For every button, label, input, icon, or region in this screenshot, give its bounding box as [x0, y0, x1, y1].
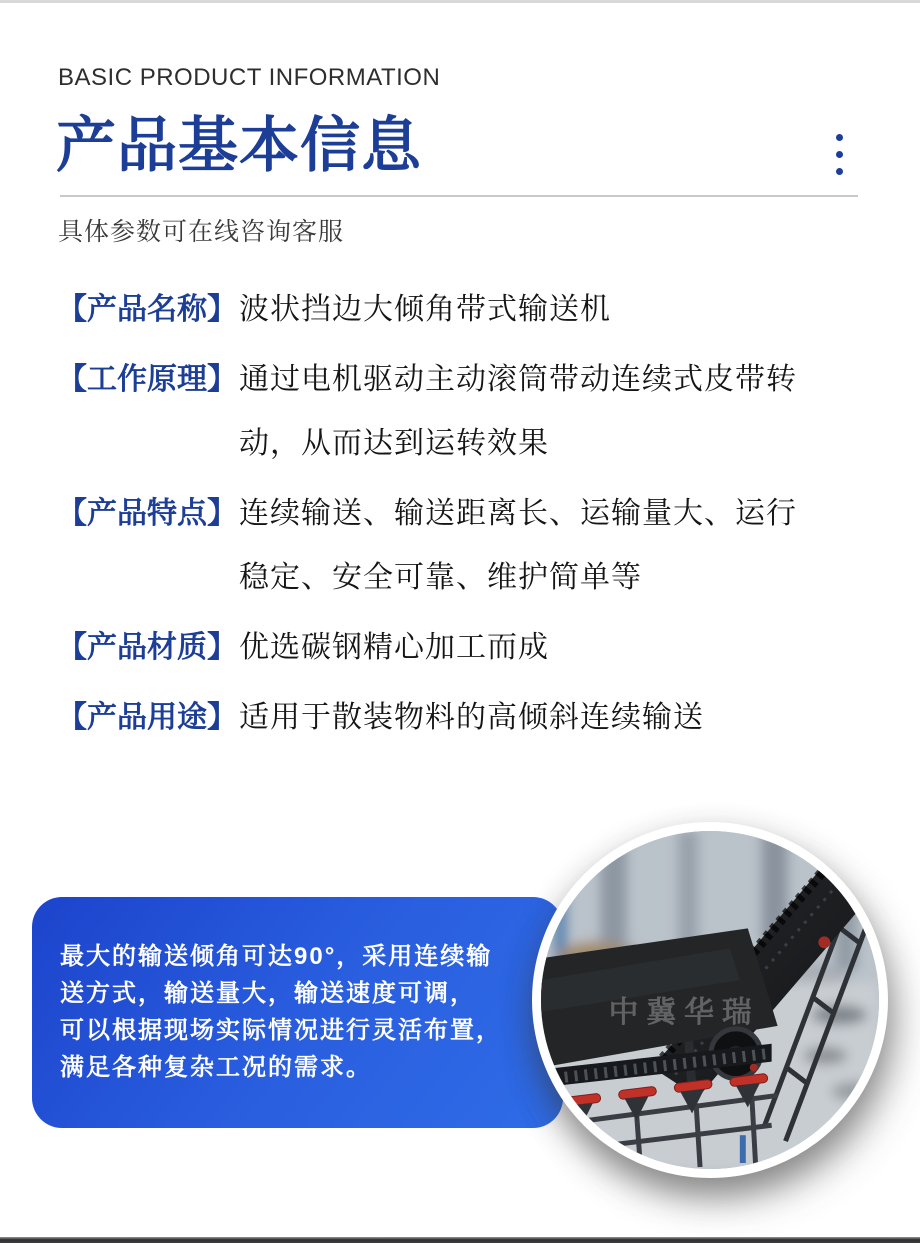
bottom-border-strip	[0, 1237, 920, 1243]
red-pulley	[836, 866, 854, 884]
spec-value: 优选碳钢精心加工而成	[239, 631, 549, 664]
spec-row-product-name	[57, 278, 887, 342]
highlight-line: 最大的输送倾角可达90°，采用连续输	[60, 943, 493, 970]
spec-row-product-features	[57, 482, 887, 610]
dot	[836, 151, 843, 158]
spec-label: 【产品名称】	[57, 293, 237, 326]
spec-row-product-material	[57, 616, 887, 680]
photo-watermark: 中冀华瑞	[608, 995, 760, 1029]
section-eyebrow: BASIC PRODUCT INFORMATION	[58, 64, 441, 91]
spec-label: 【产品材质】	[57, 631, 237, 664]
section-subtitle: 具体参数可在线咨询客服	[58, 218, 345, 246]
highlight-line: 满足各种复杂工况的需求。	[60, 1054, 372, 1081]
spec-value: 波状挡边大倾角带式输送机	[239, 293, 611, 326]
spec-row-product-usage	[57, 686, 887, 750]
spec-label: 【产品特点】	[57, 497, 237, 530]
top-border-strip	[0, 0, 920, 3]
highlight-line: 可以根据现场实际情况进行灵活布置，	[60, 1017, 502, 1044]
dot	[836, 168, 843, 175]
spec-list	[57, 278, 887, 756]
spec-value: 连续输送、输送距离长、运输量大、运行稳定、安全可靠、维护简单等	[239, 497, 797, 594]
highlight-line: 送方式，输送量大，输送速度可调，	[60, 980, 476, 1007]
kebab-dots-icon	[836, 134, 843, 175]
conveyor-photo-illustration	[541, 831, 879, 1169]
product-photo-circle	[532, 822, 888, 1178]
header-divider	[60, 195, 858, 197]
spec-value: 适用于散装物料的高倾斜连续输送	[239, 701, 704, 734]
spec-value: 通过电机驱动主动滚筒带动连续式皮带转动，从而达到运转效果	[239, 363, 797, 460]
page-title: 产品基本信息	[56, 112, 422, 179]
highlight-panel	[32, 897, 563, 1128]
dot	[836, 134, 843, 141]
spec-label: 【产品用途】	[57, 701, 237, 734]
spec-label: 【工作原理】	[57, 363, 237, 396]
spec-row-working-principle	[57, 348, 887, 476]
